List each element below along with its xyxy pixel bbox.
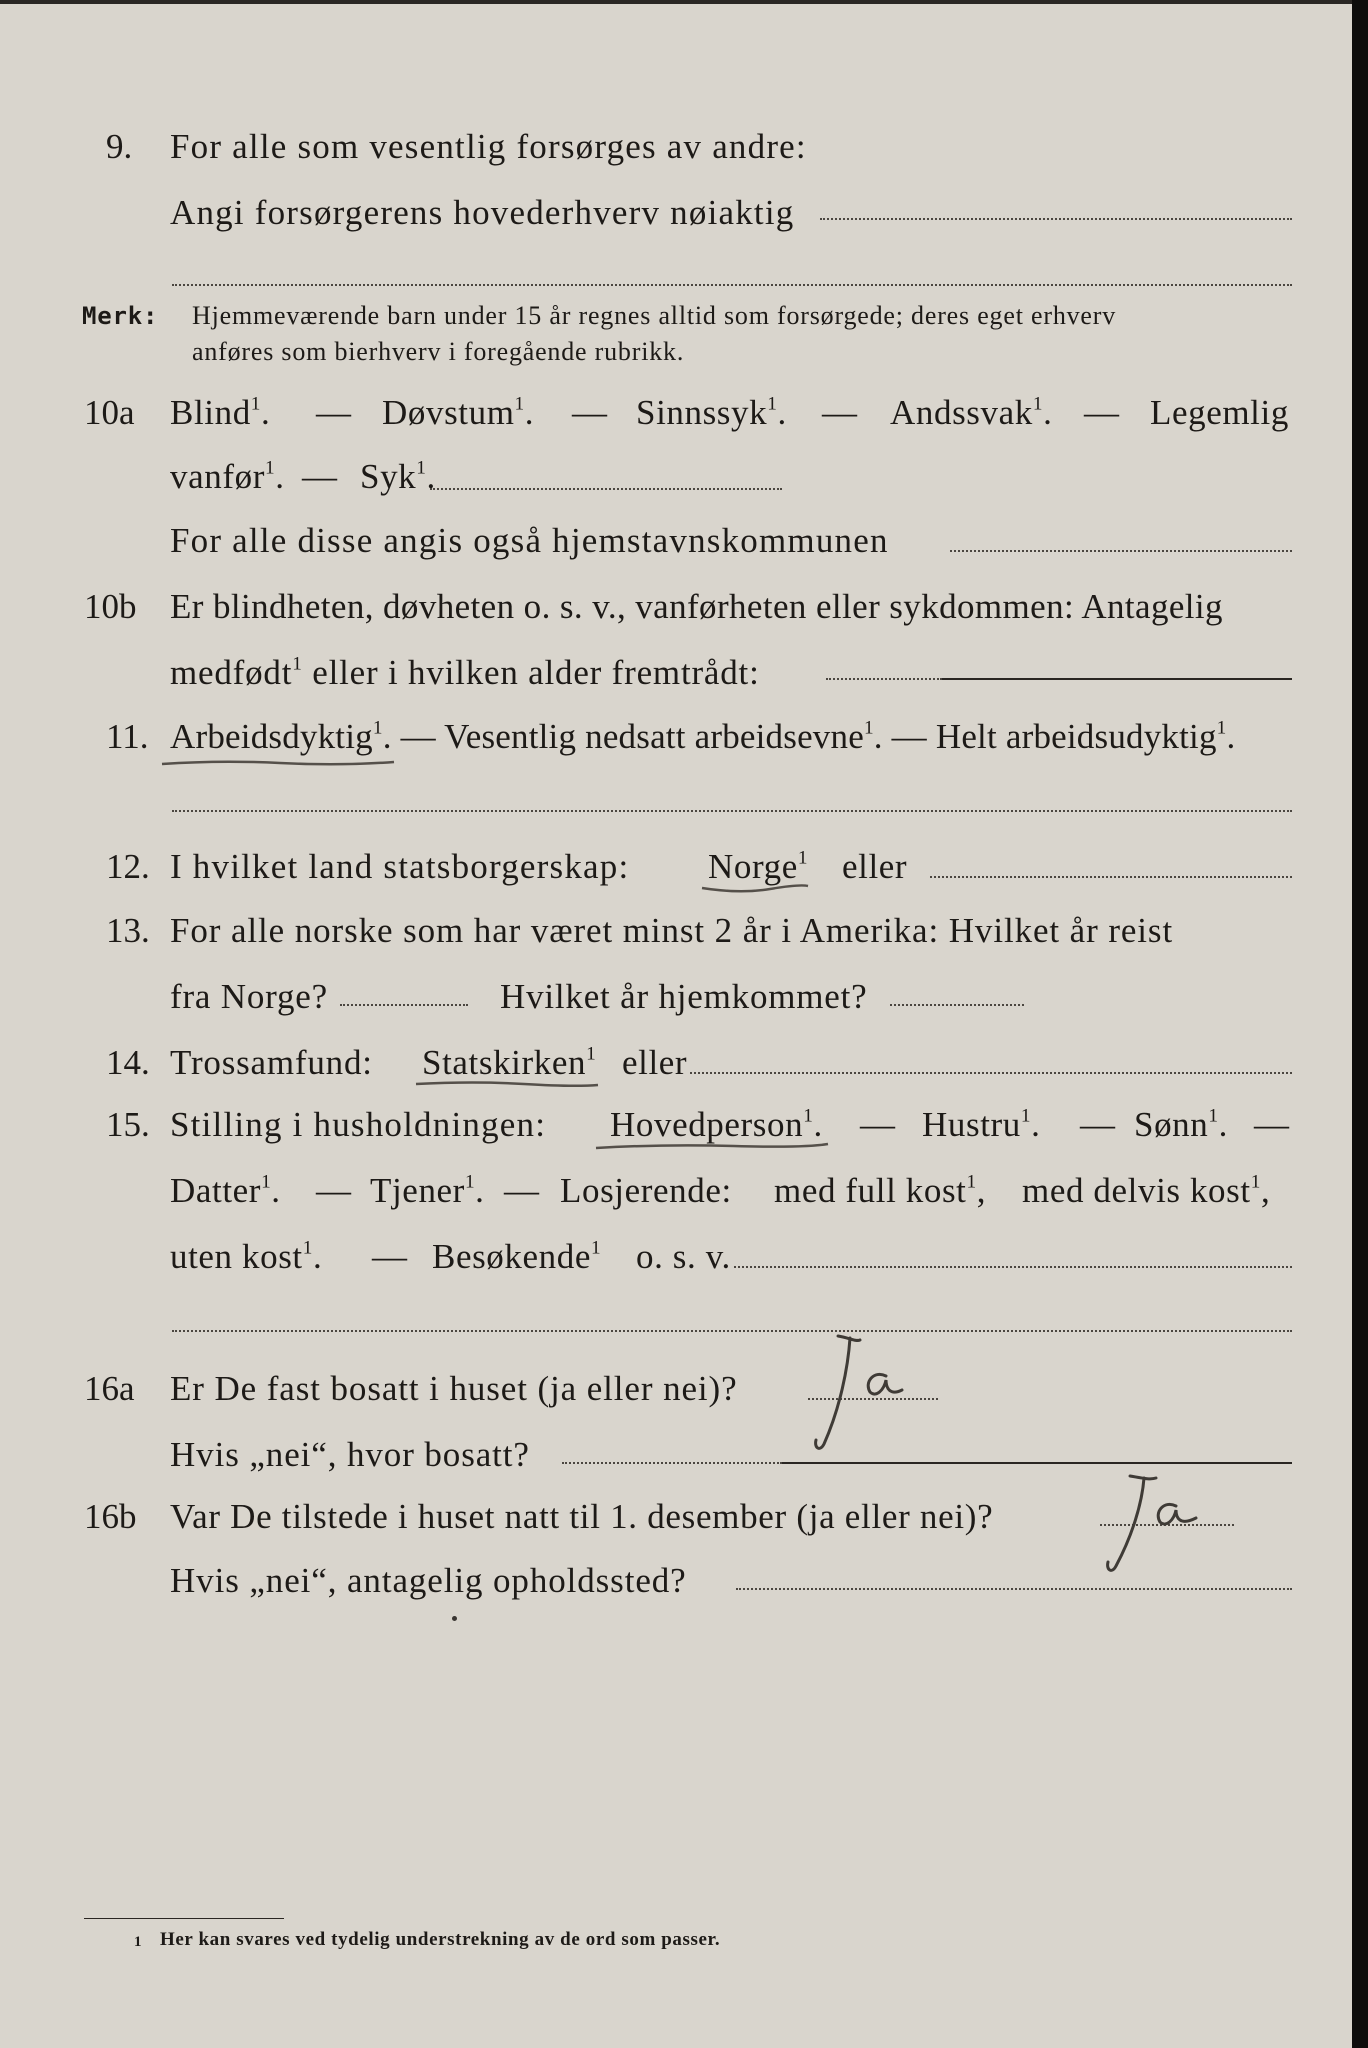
q15-hustru: Hustru$^1$. [922,1105,1041,1144]
q16b-number: 16b [84,1497,137,1536]
q16a-handwritten-answer [790,1328,930,1458]
dash: — [302,457,338,496]
q13-fra-line [340,1004,468,1006]
q15-hovedperson: Hovedperson$^1$. [610,1105,823,1144]
q9-line2: Angi forsørgerens hovederhverv nøiaktig [170,193,795,232]
footnote-mark: 1 [134,1934,143,1950]
q12-answer-line [930,876,1292,878]
q16b-line1: Var De tilstede i huset natt til 1. desember (ja eller nei)? [170,1497,994,1536]
q9-answer-line-2 [172,284,1292,286]
q12-eller: eller [842,847,908,886]
q10a-syk: Syk$^1$. [360,457,436,496]
q14-eller: eller [622,1043,688,1082]
q15-handwritten-underline [594,1138,830,1156]
q13-number: 13. [106,911,150,950]
dash: — [316,1171,352,1210]
q15-utenkost: uten kost$^1$. [170,1237,323,1276]
dash: — [316,393,352,432]
merk-line1: Hjemmeværende barn under 15 år regnes alltid som forsørgede; deres eget erhverv [192,301,1117,330]
q14-number: 14. [106,1043,150,1082]
q10b-line1: Er blindheten, døvheten o. s. v., vanførheten eller sykdommen: Antagelig [170,587,1223,626]
q15-datter: Datter$^1$. [170,1171,281,1210]
q15-besokende: Besøkende$^1$ [432,1237,602,1276]
q16a-line1: Er De fast bosatt i huset (ja eller nei)? [170,1369,738,1408]
q16b-handwritten-answer [1086,1470,1216,1580]
q15-losjerende: Losjerende: [560,1171,732,1210]
q16a-bosatt-line-solid [782,1462,1292,1464]
q10a-line3: For alle disse angis også hjemstavnskommunen [170,521,889,560]
q12-text: I hvilket land statsborgerskap: [170,847,630,886]
merk-line2: anføres som bierhverv i foregående rubrikk. [192,337,685,366]
q10b-line2: medfødt$^1$ eller i hvilken alder fremtrådt: [170,653,760,692]
q10a-dovstum: Døvstum$^1$. [382,393,535,432]
q10a-vanfor: vanfør$^1$. [170,457,285,496]
q10b-line-solid [942,678,1292,680]
dash: — [1254,1105,1290,1144]
q12-number: 12. [106,847,150,886]
q10a-andssvak: Andssvak$^1$. [890,393,1053,432]
q10a-syk-line [430,488,782,490]
q16b-line2: Hvis „nei“, antagelig opholdssted? [170,1561,687,1600]
q9-line1: For alle som vesentlig forsørges av andre: [170,127,807,166]
merk-label: Merk: [82,302,159,330]
q15-delviskost: med delvis kost$^1$, [1022,1171,1271,1210]
q14-text: Trossamfund: [170,1043,373,1082]
footnote-text: Her kan svares ved tydelig understrekning av de ord som passer. [160,1929,721,1950]
dash: — [1080,1105,1116,1144]
q14-handwritten-underline [414,1076,600,1094]
page-top-edge [0,0,1368,4]
q12-handwritten-underline [700,880,810,898]
q16a-line2: Hvis „nei“, hvor bosatt? [170,1435,530,1474]
dash: — [372,1237,408,1276]
q11-options: Arbeidsdyktig$^1$. — Vesentlig nedsatt arbeidsevne$^1$. — Helt arbeidsudyktig$^1$. [170,717,1236,756]
q14-answer: Statskirken$^1$ [422,1043,597,1082]
footnote-rule [84,1918,284,1919]
q11-number: 11. [106,717,149,756]
q10a-kommune-line [950,550,1292,552]
dash: — [572,393,608,432]
dash: — [822,393,858,432]
dash: — [504,1171,540,1210]
q10a-legemlig: Legemlig [1150,393,1289,432]
q10a-sinnssyk: Sinnssyk$^1$. [636,393,787,432]
q15-answer-line-2 [172,1330,1292,1332]
q16a-number: 16a [84,1369,135,1408]
q16a-bosatt-line-dotted [562,1462,782,1464]
dash: — [860,1105,896,1144]
q10a-blind: Blind$^1$. [170,393,271,432]
q10b-line-dotted [826,678,942,680]
page-right-edge [1352,0,1368,2048]
q9-number: 9. [106,127,133,166]
q13-fra: fra Norge? [170,977,328,1016]
q9-answer-line [820,218,1292,220]
q16b-opholdssted-line [736,1588,1292,1590]
q15-text: Stilling i husholdningen: [170,1105,547,1144]
q12-answer: Norge$^1$ [708,847,809,886]
q11-handwritten-underline [160,754,396,772]
dash: — [1084,393,1120,432]
q11-answer-line [172,810,1292,812]
q10b-number: 10b [84,587,137,626]
q15-sonn: Sønn$^1$. [1134,1105,1228,1144]
q15-fullkost: med full kost$^1$, [774,1171,987,1210]
q13-line1: For alle norske som har været minst 2 år i Amerika: Hvilket år reist [170,911,1174,950]
q13-hjem: Hvilket år hjemkommet? [500,977,868,1016]
q15-tjener: Tjener$^1$. [370,1171,485,1210]
q15-osv: o. s. v. [636,1237,731,1276]
q14-answer-line [690,1072,1292,1074]
q15-answer-line [734,1266,1292,1268]
q13-hjem-line [890,1004,1024,1006]
q10a-number: 10a [84,393,135,432]
ink-dot [452,1616,457,1621]
q15-number: 15. [106,1105,150,1144]
